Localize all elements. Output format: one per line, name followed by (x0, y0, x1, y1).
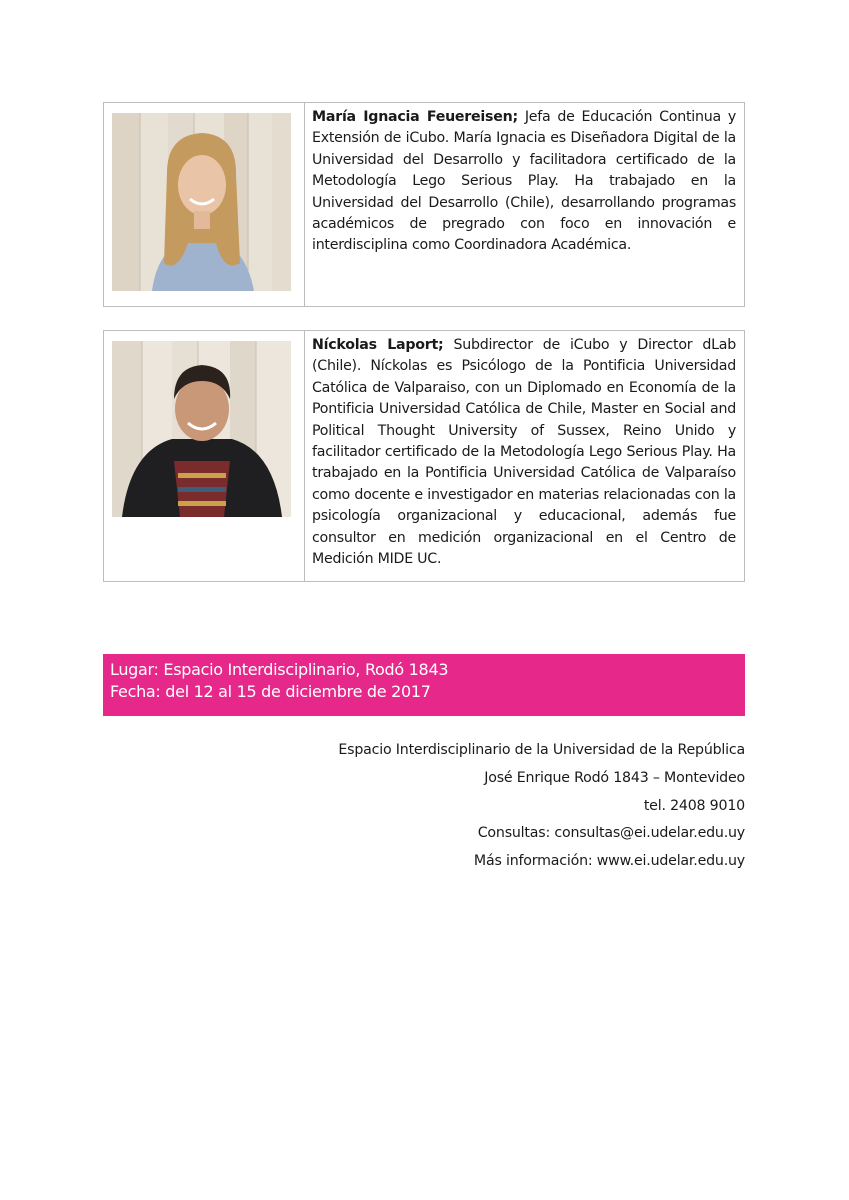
contact-website: Más información: www.ei.udelar.edu.uy (473, 853, 745, 870)
contact-info (338, 737, 745, 876)
bio-name: María Ignacia Feuereisen; (312, 109, 518, 125)
bio-name: Níckolas Laport; (312, 337, 444, 353)
bio-description: Subdirector de iCubo y Director dLab (Chile). Níckolas es Psicólogo de la Pontificia Universidad Católica de Valparaiso, con un Diplomado en Economía de la Pontificia Universidad Católica de Chile, Master en Social and Political Thought University of Sussex, Reino Unido y facilitador certificado de la Metodología Lego Serious Play. Ha trabajado en la Pontificia Universidad Católica de Valparaíso como docente e investigador en materias relacionadas con la psicología organizacional y educacional, además fue consultor en medición organizacional en el Centro de Medición MIDE UC. (312, 337, 736, 568)
contact-phone: tel. 2408 9010 (643, 797, 745, 814)
portrait-photo-man (112, 341, 291, 517)
photo-cell (104, 103, 305, 306)
bio-card-laport (103, 330, 745, 582)
event-place: Lugar: Espacio Interdisciplinario, Rodó 1843 (110, 660, 449, 679)
photo-cell (104, 331, 305, 581)
event-date: Fecha: del 12 al 15 de diciembre de 2017 (110, 682, 431, 701)
portrait-photo-woman (112, 113, 291, 291)
contact-address: José Enrique Rodó 1843 – Montevideo (484, 769, 745, 786)
contact-institution: Espacio Interdisciplinario de la Universidad de la República (338, 742, 745, 758)
bio-text (305, 331, 744, 581)
bio-text (305, 103, 744, 306)
bio-card-feuereisen (103, 102, 745, 307)
event-info-banner (103, 654, 745, 716)
bio-description: Jefa de Educación Continua y Extensión de iCubo. María Ignacia es Diseñadora Digital de la Universidad del Desarrollo y facilitadora certificado de la Metodología Lego Serious Play. Ha trabajado en la Universidad del Desarrollo (Chile), desarrollando programas académicos de pregrado con foco en innovación e interdisciplina como Coordinadora Académica. (312, 109, 736, 254)
contact-email: Consultas: consultas@ei.udelar.edu.uy (477, 825, 745, 842)
